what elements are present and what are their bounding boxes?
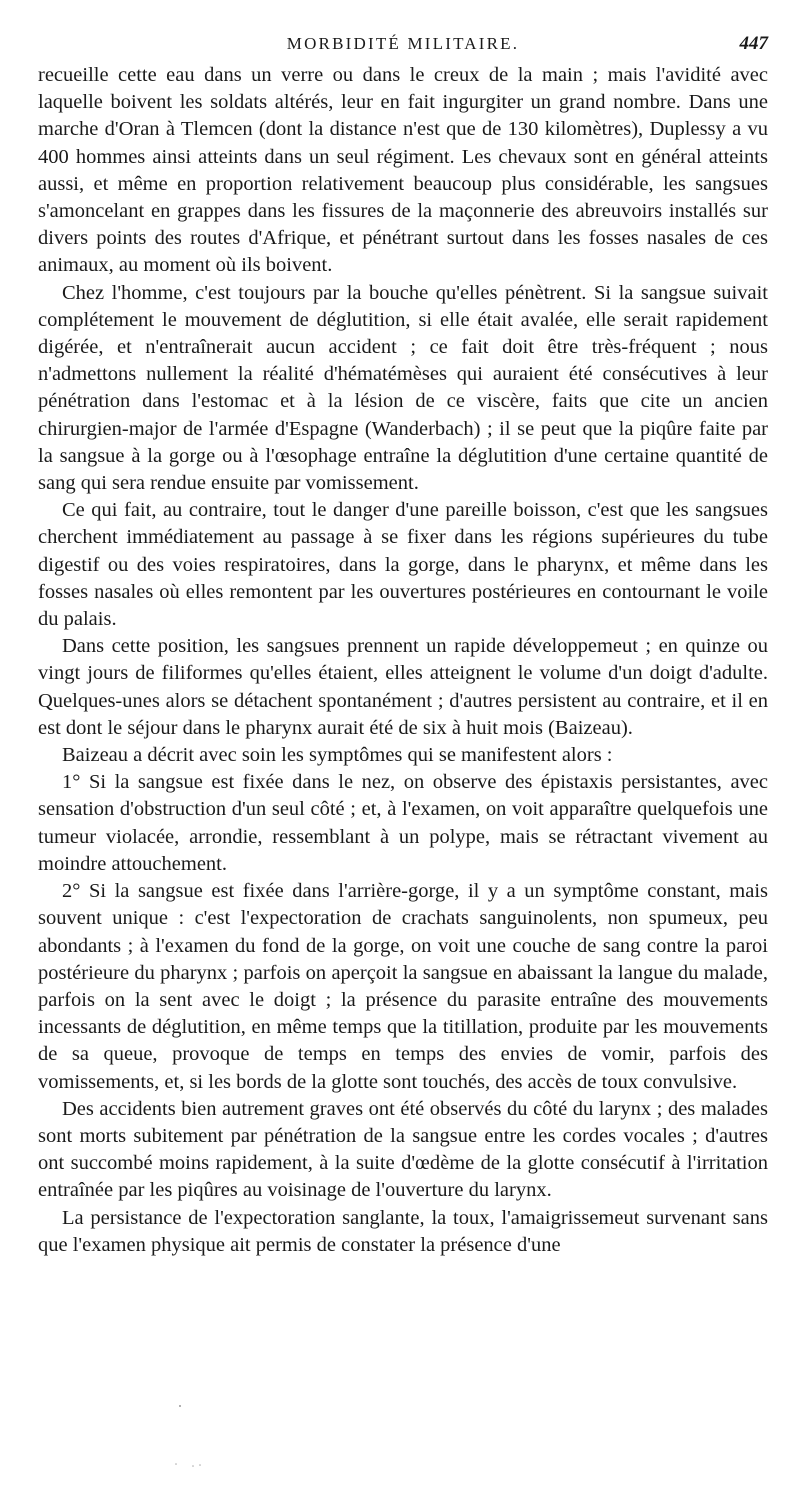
paragraph-item-1: 1° Si la sangsue est fixée dans le nez, on observe des épistaxis persistantes, avec sensation d'obstruction d'un seul côté ; et, à l'examen, on voit apparaître quelquefois une tumeur violacée, arrondie, ressemblant à un polype, mais se rétractant vivement au moindre attouchement. [38, 771, 768, 875]
paragraph: Chez l'homme, c'est toujours par la bouche qu'elles pénètrent. Si la sangsue suivait complétement le mouvement de déglutition, si elle était avalée, elle serait rapidement digérée, et n'entraînerait aucun accident ; ce fait doit être très-fréquent ; nous n'admettons nullement la réalité d'hématémèses qui auraient été consécutives à leur pénétration dans l'estomac et à la lésion de ce viscère, faits que cite un ancien chirurgien-major de l'armée d'Espagne (Wanderbach) ; il se peut que la piqûre faite par la sangsue à la gorge ou à l'œsophage entraîne la déglutition d'une certaine quantité de sang qui sera rendue ensuite par vomissement. [38, 281, 768, 495]
book-page [38, 30, 768, 1259]
body-text [38, 62, 768, 1259]
paragraph-item-2: 2° Si la sangsue est fixée dans l'arrière-gorge, il y a un symptôme constant, mais souvent unique : c'est l'expectoration de crachats sanguinolents, non spumeux, peu abondants ; à l'examen du fond de la gorge, on voit une couche de sang contre la paroi postérieure du pharynx ; parfois on aperçoit la sangsue en abaissant la langue du malade, parfois on la sent avec le doigt ; la présence du parasite entraîne des mouvements incessants de déglutition, en même temps que la titillation, produite par les mouvements de sa queue, provoque de temps en temps des envies de vomir, parfois des vomissements, et, si les bords de la glotte sont touchés, des accès de toux convulsive. [38, 880, 768, 1093]
page-number: 447 [739, 33, 768, 54]
running-title: MORBIDITÉ MILITAIRE. [286, 34, 520, 53]
paragraph: Des accidents bien autrement graves ont été observés du côté du larynx ; des malades sont morts subitement par pénétration de la sangsue entre les cordes vocales ; d'autres ont succombé moins rapidement, à la suite d'œdème de la glotte consécutif à l'irritation entraînée par les piqûres au voisinage de l'ouverture du larynx. [38, 1097, 768, 1202]
paragraph: La persistance de l'expectoration sanglante, la toux, l'amaigrissemeut survenant sans que l'examen physique ait permis de constater la présence d'une [38, 1206, 768, 1256]
paragraph-continued: recueille cette eau dans un verre ou dans le creux de la main ; mais l'avidité avec laquelle boivent les soldats altérés, leur en fait ingurgiter un grand nombre. Dans une marche d'Oran à Tlemcen (dont la distance n'est que de 130 kilomètres), Duplessy a vu 400 hommes ainsi atteints dans un seul régiment. Les chevaux sont en général atteints aussi, et même en proportion relativement beaucoup plus considérable, les sangsues s'amoncelant en grappes dans les fissures de la maçonnerie des abreuvoirs installés sur divers points des routes d'Afrique, et pénétrant surtout dans les fosses nasales de ces animaux, au moment où ils boivent. [38, 64, 768, 277]
paragraph: Dans cette position, les sangsues prennent un rapide développemeut ; en quinze ou vingt jours de filiformes qu'elles étaient, elles atteignent le volume d'un doigt d'adulte. Quelques-unes alors se détachent spontanément ; d'autres persistent au contraire, et il en est dont le séjour dans le pharynx aurait été de six à huit mois (Baizeau). [38, 635, 768, 739]
paragraph: Ce qui fait, au contraire, tout le danger d'une pareille boisson, c'est que les sangsues cherchent immédiatement au passage à se fixer dans les régions supérieures du tube digestif ou des voies respiratoires, dans la gorge, dans le pharynx, et même dans les fosses nasales où elles remontent par les ouvertures postérieures en contournant le voile du palais. [38, 499, 768, 631]
paragraph: Baizeau a décrit avec soin les symptômes qui se manifestent alors : [62, 744, 613, 767]
running-head [38, 30, 768, 56]
